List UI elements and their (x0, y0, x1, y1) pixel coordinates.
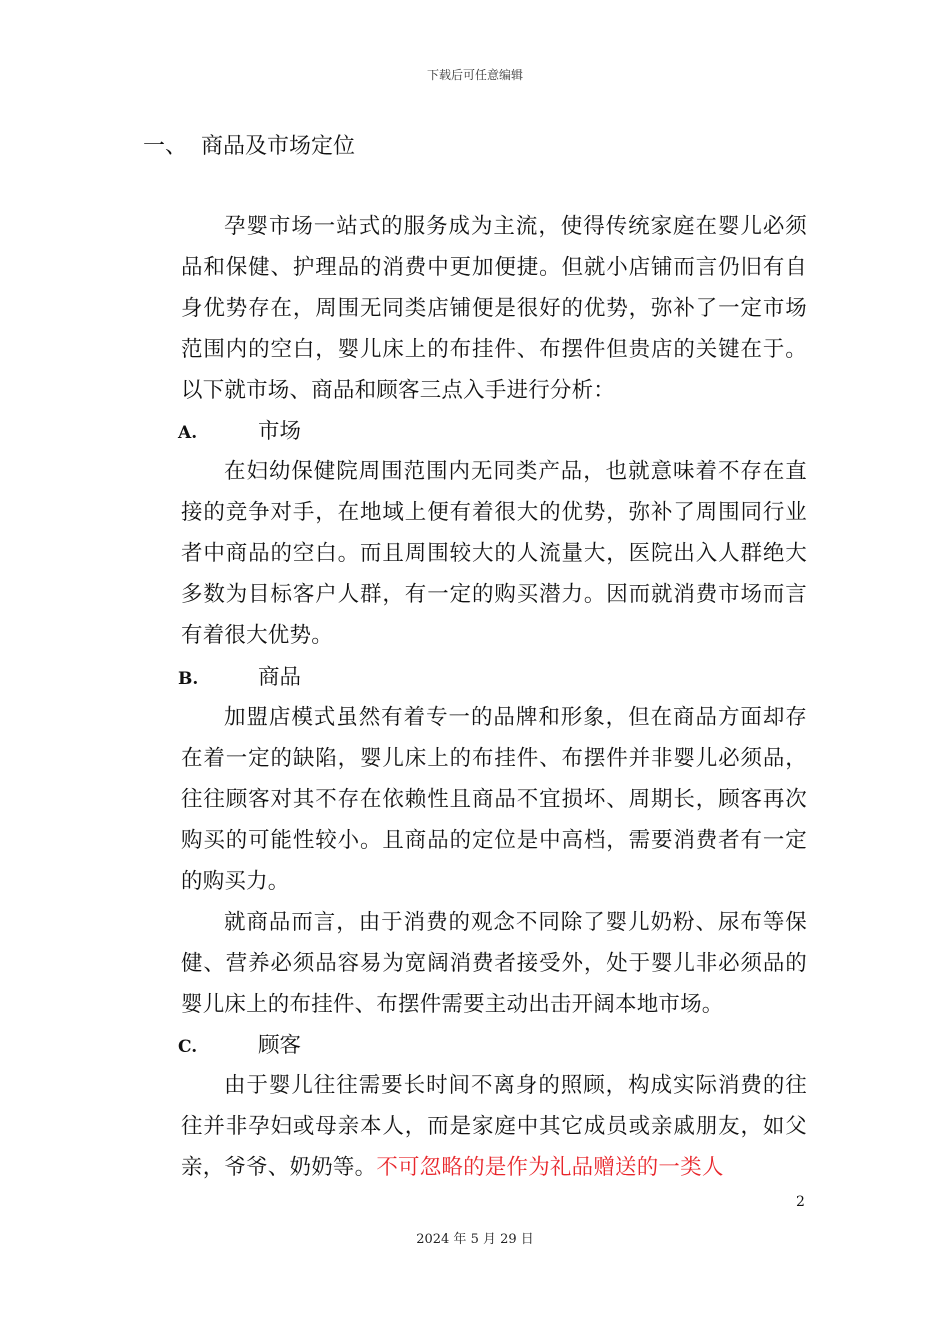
page-footer-date: 2024 年 5 月 29 日 (416, 1232, 534, 1247)
product-block (181, 697, 807, 1025)
product-paragraph-2: 就商品而言，由于消费的观念不同除了婴儿奶粉、尿布等保健、营养必须品容易为宽阔消费者接受外，处于婴儿非必须品的婴儿床上的布挂件、布摆件需要主动出击开阔本地市场。 (181, 910, 807, 1017)
market-block (181, 451, 807, 656)
highlighted-text: 不可忽略的是作为礼品赠送的一类人 (376, 1155, 724, 1180)
subsection-heading-a (178, 417, 301, 448)
subsection-title: 商品 (258, 665, 302, 690)
page-header: 下载后可任意编辑 (426, 68, 523, 82)
product-paragraph-1: 加盟店模式虽然有着专一的品牌和形象，但在商品方面却存在着一定的缺陷，婴儿床上的布挂件、布摆件并非婴儿必须品，往往顾客对其不存在依赖性且商品不宜损坏、周期长，顾客再次购买的可能性较小。且商品的定位是中高档，需要消费者有一定的购买力。 (181, 705, 807, 894)
page-number: 2 (796, 1194, 805, 1210)
subsection-heading-b (178, 663, 301, 694)
customer-paragraph (181, 1065, 807, 1188)
subsection-letter: B. (178, 669, 199, 689)
subsection-title: 顾客 (258, 1033, 302, 1058)
intro-block (181, 206, 807, 411)
subsection-letter: A. (178, 423, 198, 443)
subsection-title: 市场 (258, 419, 302, 444)
section-heading (143, 132, 355, 162)
customer-text: 由于婴儿往往需要长时间不离身的照顾，构成实际消费的往往并非孕妇或母亲本人，而是家庭中其它成员或亲戚朋友，如父亲，爷爷、奶奶等。 (181, 1073, 807, 1180)
intro-paragraph: 孕婴市场一站式的服务成为主流，使得传统家庭在婴儿必须品和保健、护理品的消费中更加便捷。但就小店铺而言仍旧有自身优势存在，周围无同类店铺便是很好的优势，弥补了一定市场范围内的空白，婴儿床上的布挂件、布摆件但贵店的关键在于。以下就市场、商品和顾客三点入手进行分析： (181, 214, 807, 403)
customer-block (181, 1065, 807, 1188)
section-title: 商品及市场定位 (201, 134, 356, 159)
market-paragraph: 在妇幼保健院周围范围内无同类产品，也就意味着不存在直接的竞争对手，在地域上便有着很大的优势，弥补了周围同行业者中商品的空白。而且周围较大的人流量大，医院出入人群绝大多数为目标客户人群，有一定的购买潜力。因而就消费市场而言有着很大优势。 (181, 459, 807, 648)
section-number: 一、 (143, 134, 188, 159)
subsection-heading-c (178, 1031, 301, 1062)
subsection-letter: C. (178, 1037, 198, 1057)
